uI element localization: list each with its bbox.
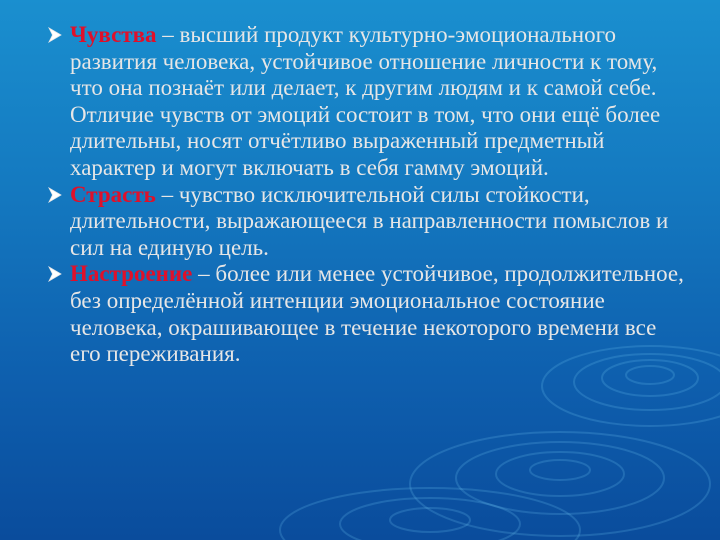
bullet-item-passion [48, 182, 688, 262]
definition-feelings: – высший продукт культурно-эмоционального развития человека, устойчивое отношение личности к тому, что она познаёт или делает, к другим людям и к самой себе. Отличие чувств от эмоций состоит в том, что они ещё более длительны, носят отчётливо выраженный предметный характер и могут включать в себя гамму эмоций. [70, 22, 661, 180]
bullet-item-feelings [48, 22, 688, 182]
bullet-list [48, 22, 688, 368]
term-feelings: Чувства [70, 22, 157, 47]
arrow-bullet-icon [48, 187, 62, 203]
term-mood: Настроение [70, 261, 193, 287]
term-passion: Страсть [70, 181, 156, 207]
definition-mood: – более или менее устойчивое, продолжительное, без определённой интенции эмоциональное состояние человека, окрашивающее в течение некоторого времени все его переживания. [70, 261, 684, 367]
definition-passion: – чувство исключительной силы стойкости, длительности, выражающееся в направленности помыслов и сил на единую цель. [70, 181, 669, 260]
bullet-item-mood [48, 261, 688, 367]
arrow-bullet-icon [48, 266, 62, 282]
arrow-bullet-icon [48, 27, 62, 43]
